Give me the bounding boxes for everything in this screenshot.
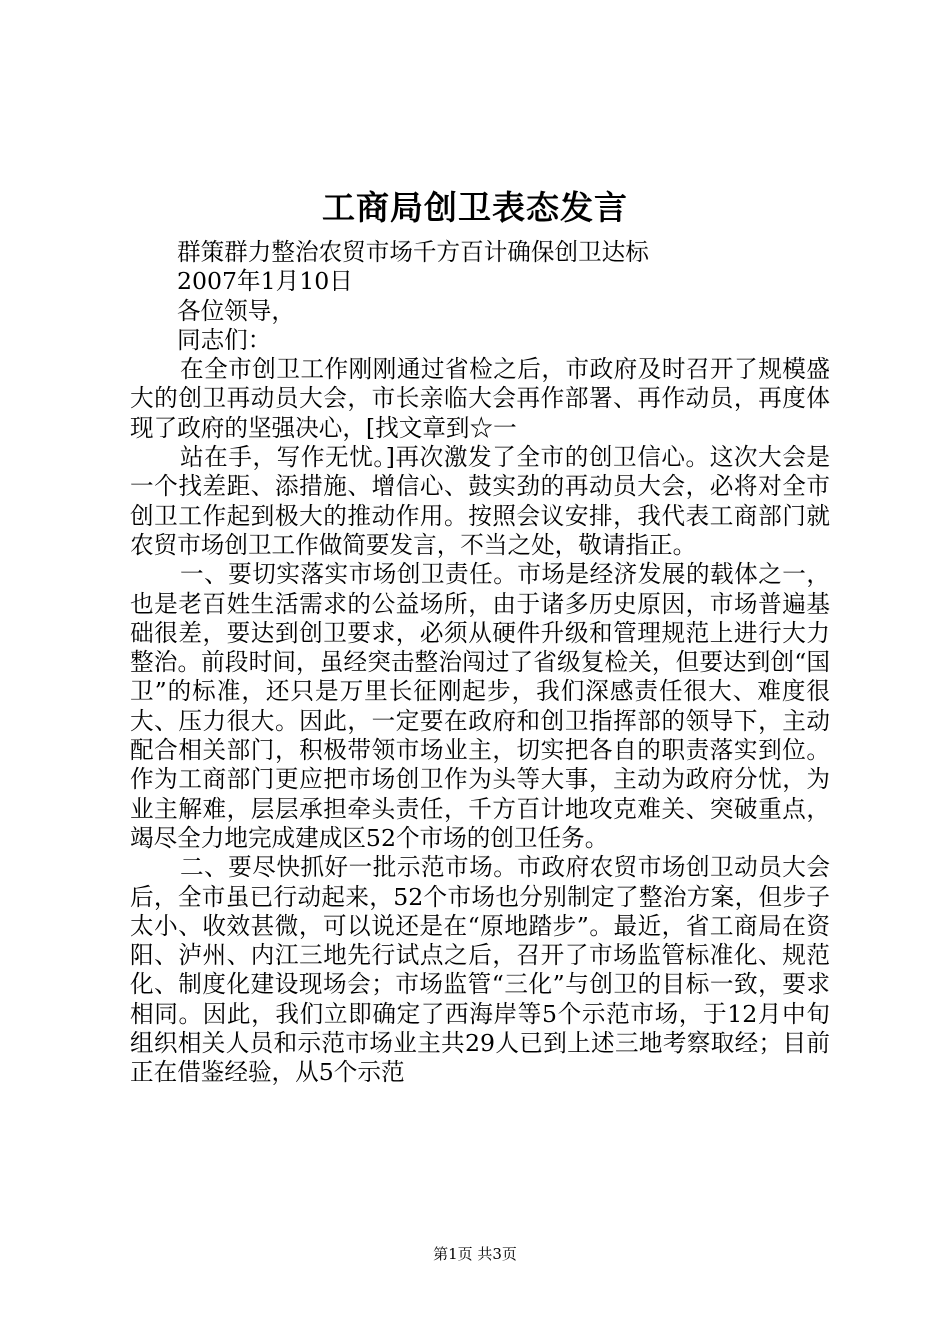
page-footer: 第1页 共3页 (433, 1245, 517, 1263)
document-date: 2007年1月10日 (177, 267, 353, 296)
paragraph-section-one: 一、要切实落实市场创卫责任。市场是经济发展的载体之一，也是老百姓生活需求的公益场所，由于诸多历史原因，市场普遍基础很差，要达到创卫要求，必须从硬件升级和管理规范上进行大力整治。前段时间，虽经突击整治闯过了省级复检关，但要达到创“国卫”的标准，还只是万里长征刚起步，我们深感责任很大、难度很大、压力很大。因此，一定要在政府和创卫指挥部的领导下，主动配合相关部门，积极带领市场业主，切实把各自的职责落实到位。作为工商部门更应把市场创卫作为头等大事，主动为政府分忧，为业主解难，层层承担牵头责任，千方百计地攻克难关、突破重点，竭尽全力地完成建成区52个市场的创卫任务。 (130, 560, 830, 852)
document-body (130, 238, 830, 1088)
salutation-leaders: 各位领导， (177, 296, 295, 325)
document-subtitle: 群策群力整治农贸市场千方百计确保创卫达标 (177, 238, 649, 266)
paragraph-intro: 在全市创卫工作刚刚通过省检之后，市政府及时召开了规模盛大的创卫再动员大会，市长亲临大会再作部署、再作动员，再度体现了政府的坚强决心，[找文章到☆一 (130, 355, 830, 442)
paragraph-section-two: 二、要尽快抓好一批示范市场。市政府农贸市场创卫动员大会后，全市虽已行动起来，52个市场也分别制定了整治方案，但步子太小、收效甚微，可以说还是在“原地踏步”。最近，省工商局在资阳、泸州、内江三地先行试点之后，召开了市场监管标准化、规范化、制度化建设现场会；市场监管“三化”与创卫的目标一致，要求相同。因此，我们立即确定了西海岸等5个示范市场，于12月中旬组织相关人员和示范市场业主共29人已到上述三地考察取经；目前正在借鉴经验，从5个示范 (130, 853, 830, 1087)
document-title: 工商局创卫表态发言 (322, 188, 628, 227)
paragraph-continuation: 站在手，写作无忧。]再次激发了全市的创卫信心。这次大会是一个找差距、添措施、增信心、鼓实劲的再动员大会，必将对全市创卫工作起到极大的推动作用。按照会议安排，我代表工商部门就农贸市场创卫工作做简要发言，不当之处，敬请指正。 (130, 443, 830, 559)
salutation-comrades: 同志们： (177, 325, 272, 354)
